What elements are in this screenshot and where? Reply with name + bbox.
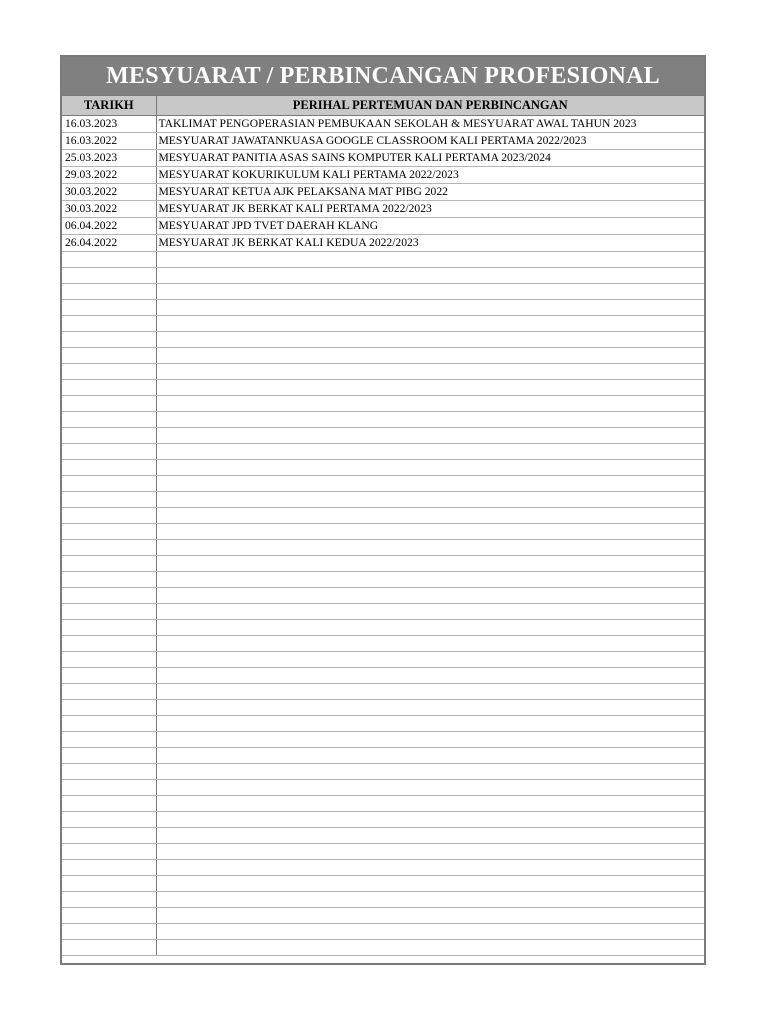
empty-subject-cell — [156, 684, 704, 700]
empty-subject-cell — [156, 508, 704, 524]
subject-cell: MESYUARAT KETUA AJK PELAKSANA MAT PIBG 2022 — [156, 184, 704, 201]
table-header-row — [62, 96, 704, 116]
meeting-table — [62, 96, 704, 956]
column-header-date: TARIKH — [62, 96, 156, 116]
empty-table-row — [62, 492, 704, 508]
empty-subject-cell — [156, 460, 704, 476]
empty-table-row — [62, 316, 704, 332]
table-body — [62, 116, 704, 956]
empty-subject-cell — [156, 412, 704, 428]
empty-table-row — [62, 396, 704, 412]
subject-cell: MESYUARAT KOKURIKULUM KALI PERTAMA 2022/2023 — [156, 167, 704, 184]
empty-date-cell — [62, 668, 156, 684]
page-title: MESYUARAT / PERBINCANGAN PROFESIONAL — [62, 57, 704, 96]
empty-date-cell — [62, 684, 156, 700]
empty-subject-cell — [156, 316, 704, 332]
empty-subject-cell — [156, 636, 704, 652]
empty-table-row — [62, 508, 704, 524]
empty-date-cell — [62, 908, 156, 924]
empty-subject-cell — [156, 300, 704, 316]
empty-table-row — [62, 348, 704, 364]
empty-date-cell — [62, 812, 156, 828]
empty-subject-cell — [156, 428, 704, 444]
empty-subject-cell — [156, 732, 704, 748]
empty-subject-cell — [156, 700, 704, 716]
empty-subject-cell — [156, 908, 704, 924]
empty-table-row — [62, 380, 704, 396]
empty-table-row — [62, 828, 704, 844]
empty-table-row — [62, 684, 704, 700]
empty-date-cell — [62, 380, 156, 396]
empty-table-row — [62, 860, 704, 876]
empty-date-cell — [62, 732, 156, 748]
empty-subject-cell — [156, 252, 704, 268]
subject-cell: MESYUARAT JPD TVET DAERAH KLANG — [156, 218, 704, 235]
empty-table-row — [62, 700, 704, 716]
empty-date-cell — [62, 252, 156, 268]
empty-date-cell — [62, 780, 156, 796]
empty-subject-cell — [156, 892, 704, 908]
empty-date-cell — [62, 476, 156, 492]
empty-subject-cell — [156, 556, 704, 572]
empty-table-row — [62, 716, 704, 732]
empty-table-row — [62, 636, 704, 652]
empty-table-row — [62, 764, 704, 780]
empty-subject-cell — [156, 540, 704, 556]
empty-date-cell — [62, 316, 156, 332]
empty-subject-cell — [156, 476, 704, 492]
empty-date-cell — [62, 348, 156, 364]
subject-cell: MESYUARAT JK BERKAT KALI PERTAMA 2022/2023 — [156, 201, 704, 218]
empty-date-cell — [62, 508, 156, 524]
date-cell: 30.03.2022 — [62, 184, 156, 201]
empty-table-row — [62, 668, 704, 684]
empty-subject-cell — [156, 844, 704, 860]
empty-table-row — [62, 412, 704, 428]
empty-date-cell — [62, 572, 156, 588]
empty-table-row — [62, 876, 704, 892]
empty-subject-cell — [156, 332, 704, 348]
empty-subject-cell — [156, 620, 704, 636]
table-row — [62, 116, 704, 133]
empty-table-row — [62, 460, 704, 476]
empty-table-row — [62, 524, 704, 540]
empty-subject-cell — [156, 716, 704, 732]
empty-date-cell — [62, 332, 156, 348]
empty-date-cell — [62, 892, 156, 908]
empty-table-row — [62, 732, 704, 748]
empty-date-cell — [62, 636, 156, 652]
empty-subject-cell — [156, 572, 704, 588]
empty-table-row — [62, 844, 704, 860]
date-cell: 29.03.2022 — [62, 167, 156, 184]
table-row — [62, 150, 704, 167]
empty-table-row — [62, 332, 704, 348]
empty-table-row — [62, 892, 704, 908]
empty-date-cell — [62, 764, 156, 780]
meeting-log-sheet — [60, 55, 706, 965]
empty-subject-cell — [156, 668, 704, 684]
empty-subject-cell — [156, 876, 704, 892]
empty-date-cell — [62, 652, 156, 668]
empty-table-row — [62, 940, 704, 956]
empty-date-cell — [62, 428, 156, 444]
date-cell: 30.03.2022 — [62, 201, 156, 218]
subject-cell: MESYUARAT PANITIA ASAS SAINS KOMPUTER KALI PERTAMA 2023/2024 — [156, 150, 704, 167]
empty-subject-cell — [156, 812, 704, 828]
empty-date-cell — [62, 284, 156, 300]
empty-table-row — [62, 284, 704, 300]
empty-date-cell — [62, 588, 156, 604]
table-row — [62, 218, 704, 235]
empty-subject-cell — [156, 940, 704, 956]
empty-table-row — [62, 540, 704, 556]
empty-subject-cell — [156, 348, 704, 364]
empty-table-row — [62, 572, 704, 588]
empty-date-cell — [62, 716, 156, 732]
empty-table-row — [62, 652, 704, 668]
empty-subject-cell — [156, 828, 704, 844]
date-cell: 16.03.2023 — [62, 116, 156, 133]
empty-table-row — [62, 924, 704, 940]
empty-subject-cell — [156, 284, 704, 300]
table-row — [62, 133, 704, 150]
date-cell: 25.03.2023 — [62, 150, 156, 167]
table-row — [62, 167, 704, 184]
empty-date-cell — [62, 460, 156, 476]
empty-date-cell — [62, 796, 156, 812]
empty-date-cell — [62, 844, 156, 860]
empty-subject-cell — [156, 652, 704, 668]
empty-table-row — [62, 588, 704, 604]
empty-date-cell — [62, 268, 156, 284]
empty-table-row — [62, 780, 704, 796]
empty-date-cell — [62, 924, 156, 940]
empty-table-row — [62, 428, 704, 444]
empty-date-cell — [62, 364, 156, 380]
empty-date-cell — [62, 748, 156, 764]
empty-subject-cell — [156, 780, 704, 796]
empty-subject-cell — [156, 380, 704, 396]
empty-date-cell — [62, 412, 156, 428]
empty-date-cell — [62, 828, 156, 844]
empty-subject-cell — [156, 444, 704, 460]
subject-cell: MESYUARAT JK BERKAT KALI KEDUA 2022/2023 — [156, 235, 704, 252]
empty-table-row — [62, 812, 704, 828]
date-cell: 16.03.2022 — [62, 133, 156, 150]
empty-subject-cell — [156, 860, 704, 876]
table-row — [62, 201, 704, 218]
empty-table-row — [62, 444, 704, 460]
empty-subject-cell — [156, 796, 704, 812]
empty-table-row — [62, 364, 704, 380]
empty-subject-cell — [156, 748, 704, 764]
empty-date-cell — [62, 940, 156, 956]
empty-table-row — [62, 252, 704, 268]
empty-table-row — [62, 796, 704, 812]
empty-table-row — [62, 908, 704, 924]
empty-table-row — [62, 748, 704, 764]
empty-table-row — [62, 300, 704, 316]
empty-date-cell — [62, 524, 156, 540]
empty-date-cell — [62, 620, 156, 636]
empty-subject-cell — [156, 588, 704, 604]
empty-date-cell — [62, 556, 156, 572]
empty-table-row — [62, 556, 704, 572]
empty-table-row — [62, 476, 704, 492]
empty-subject-cell — [156, 364, 704, 380]
empty-date-cell — [62, 492, 156, 508]
empty-date-cell — [62, 860, 156, 876]
date-cell: 06.04.2022 — [62, 218, 156, 235]
empty-date-cell — [62, 300, 156, 316]
empty-table-row — [62, 620, 704, 636]
subject-cell: TAKLIMAT PENGOPERASIAN PEMBUKAAN SEKOLAH & MESYUARAT AWAL TAHUN 2023 — [156, 116, 704, 133]
empty-date-cell — [62, 540, 156, 556]
table-row — [62, 235, 704, 252]
date-cell: 26.04.2022 — [62, 235, 156, 252]
empty-date-cell — [62, 396, 156, 412]
empty-date-cell — [62, 604, 156, 620]
empty-date-cell — [62, 444, 156, 460]
empty-subject-cell — [156, 396, 704, 412]
empty-subject-cell — [156, 604, 704, 620]
empty-date-cell — [62, 700, 156, 716]
empty-subject-cell — [156, 924, 704, 940]
subject-cell: MESYUARAT JAWATANKUASA GOOGLE CLASSROOM KALI PERTAMA 2022/2023 — [156, 133, 704, 150]
table-row — [62, 184, 704, 201]
column-header-subject: PERIHAL PERTEMUAN DAN PERBINCANGAN — [156, 96, 704, 116]
empty-subject-cell — [156, 492, 704, 508]
empty-subject-cell — [156, 524, 704, 540]
empty-subject-cell — [156, 268, 704, 284]
empty-subject-cell — [156, 764, 704, 780]
empty-table-row — [62, 268, 704, 284]
empty-table-row — [62, 604, 704, 620]
empty-date-cell — [62, 876, 156, 892]
